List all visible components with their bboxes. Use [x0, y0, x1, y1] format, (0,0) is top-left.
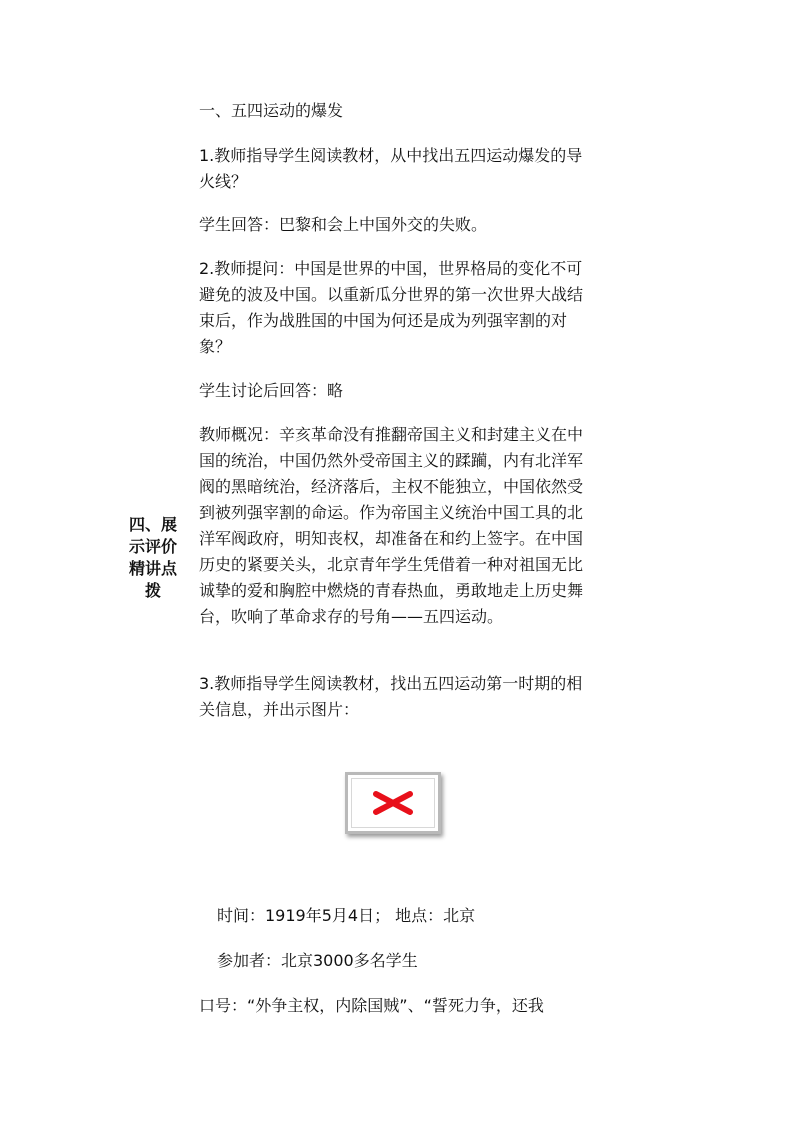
- paragraph: 教师概况：辛亥革命没有推翻帝国主义和封建主义在中国的统治，中国仍然外受帝国主义的蹂躏，内有北洋军阀的黑暗统治，经济落后，主权不能独立，中国依然受到被列强宰割的命运。作为帝国主义统治中国工具的北洋军阀政府，明知丧权，却准备在和约上签字。在中国历史的紧要关头，北京青年学生凭借着一种对祖国无比诚挚的爱和胸腔中燃烧的青春热血，勇敢地走上历史舞台，吹响了革命求存的号角——五四运动。: [199, 425, 584, 626]
- paragraph: 学生讨论后回答：略: [199, 381, 344, 400]
- section-label-line: 精讲点: [128, 559, 177, 578]
- broken-image-placeholder: [345, 772, 441, 834]
- paragraph: 时间：1919年5月4日； 地点：北京: [217, 906, 476, 925]
- paragraph: 2.教师提问：中国是世界的中国，世界格局的变化不可避免的波及中国。以重新瓜分世界的第一次世界大战结束后，作为战胜国的中国为何还是成为列强宰割的对象？: [199, 259, 584, 356]
- section-label-line: 四、展: [128, 515, 177, 534]
- section-label-line: 拨: [144, 581, 161, 600]
- paragraph: 3.教师指导学生阅读教材，找出五四运动第一时期的相关信息，并出示图片：: [199, 674, 583, 719]
- section-label: [120, 514, 186, 602]
- broken-image-icon: [370, 789, 416, 817]
- paragraph: 口号：“外争主权，内除国贼”、“誓死力争，还我: [199, 996, 544, 1015]
- paragraph: 参加者：北京3000多名学生: [217, 951, 418, 970]
- paragraph: 1.教师指导学生阅读教材，从中找出五四运动爆发的导火线？: [199, 146, 583, 191]
- paragraph: 学生回答：巴黎和会上中国外交的失败。: [199, 215, 488, 234]
- section-heading: 一、五四运动的爆发: [199, 101, 344, 120]
- section-label-line: 示评价: [128, 537, 177, 556]
